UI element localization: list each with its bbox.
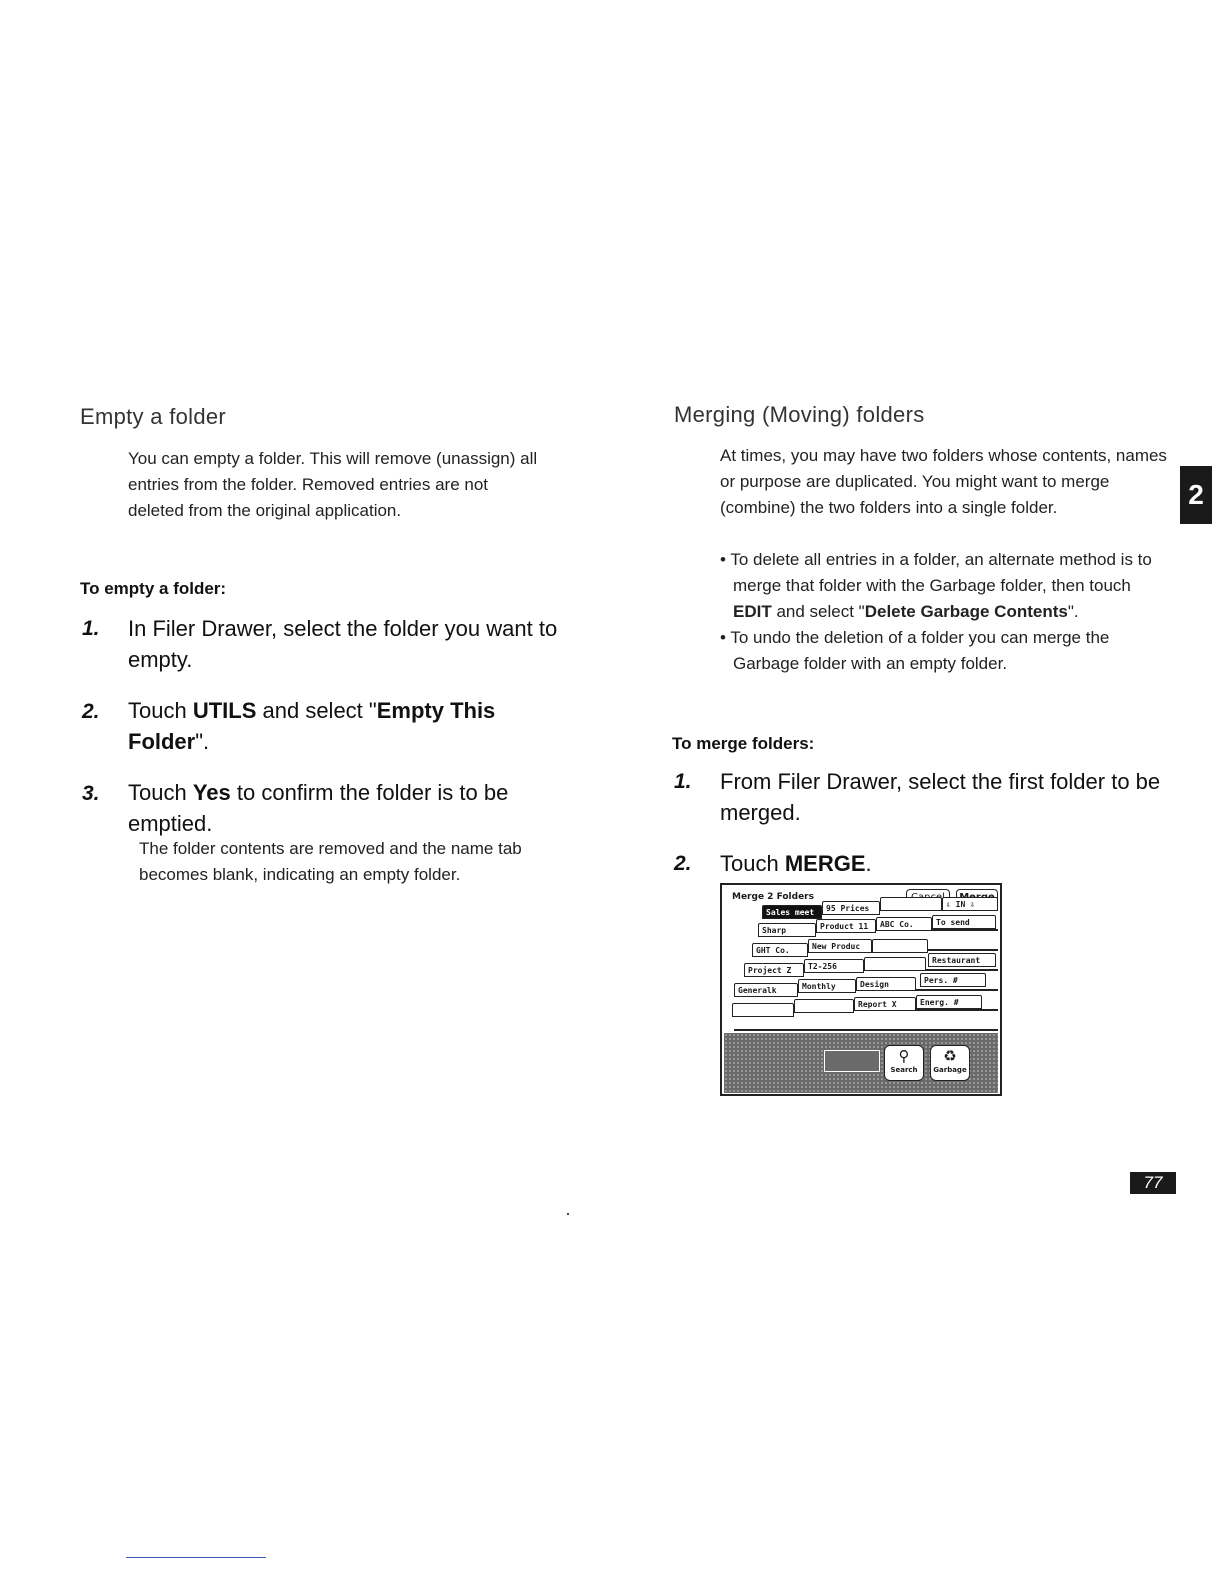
folder-tab[interactable]: 95 Prices — [822, 901, 880, 915]
merge-keyword: MERGE — [784, 851, 866, 876]
folder-tab[interactable]: Monthly — [798, 979, 856, 993]
step-text: Touch Yes to confirm the folder is to be emptied. — [128, 780, 509, 836]
bullet-item: • To undo the deletion of a folder you can merge the Garbage folder with an empty folder. — [720, 628, 1110, 673]
page-number: 77 — [1130, 1172, 1176, 1194]
step-number: 3. — [82, 782, 100, 805]
folder-tab-blank[interactable] — [864, 957, 926, 971]
section-heading-empty-folder: Empty a folder — [80, 404, 227, 429]
folder-name-field[interactable] — [824, 1050, 880, 1072]
search-icon: ⚲ — [898, 1047, 910, 1065]
folder-tab[interactable]: To send — [932, 915, 996, 929]
section-heading-merging-folders: Merging (Moving) folders — [674, 402, 925, 427]
step-number: 2. — [674, 852, 692, 875]
bullet-item: • To delete all entries in a folder, an alternate method is to merge that folder with the Garbage folder, then touch EDIT and select "Delete Garbage Contents". — [720, 550, 1152, 621]
step-number: 1. — [674, 770, 692, 793]
folder-tab[interactable]: Pers. # — [920, 973, 986, 987]
yes-keyword: Yes — [192, 780, 231, 805]
folder-tab[interactable]: T2-256 — [804, 959, 864, 973]
step-number: 1. — [82, 617, 100, 640]
empty-folder-intro: You can empty a folder. This will remove (unassign) all entries from the folder. Removed entries are not deleted from the original application. — [128, 449, 538, 520]
folder-tab[interactable]: Report X — [854, 997, 916, 1011]
folder-tab[interactable]: Product 11 — [816, 919, 876, 933]
folder-tab-blank[interactable] — [794, 999, 854, 1013]
empty-folder-subhead: To empty a folder: — [80, 579, 227, 598]
merging-notes — [720, 547, 1160, 677]
garbage-icon: ♻ — [943, 1047, 957, 1065]
chapter-tab: 2 — [1180, 466, 1212, 524]
merging-intro: At times, you may have two folders whose contents, names or purpose are duplicated. You might want to merge (combine) the two folders into a single folder. — [720, 446, 1167, 517]
screen-title: Merge 2 Folders — [732, 892, 814, 902]
step-text: From Filer Drawer, select the first folder to be merged. — [720, 769, 1161, 825]
folder-tab[interactable]: Restaurant — [928, 953, 996, 967]
folder-tab-blank[interactable] — [872, 939, 928, 953]
utils-keyword: UTILS — [192, 698, 257, 723]
folder-tab[interactable]: Energ. # — [916, 995, 982, 1009]
folder-tab-blank[interactable] — [880, 897, 942, 911]
step-number: 2. — [82, 700, 100, 723]
search-button[interactable]: ⚲ Search — [884, 1045, 924, 1081]
empty-this-folder-keyword: Empty This Folder — [128, 698, 496, 754]
step-note: The folder contents are removed and the name tab becomes blank, indicating an empty folder. — [139, 839, 522, 884]
folder-tab[interactable]: Sharp — [758, 923, 816, 937]
folder-tab[interactable]: Sales meet — [762, 905, 822, 919]
folder-tab-blank[interactable] — [732, 1003, 794, 1017]
folder-tab[interactable]: New Produc — [808, 939, 872, 953]
step-text: Touch UTILS and select "Empty This Folder". — [128, 698, 496, 754]
in-tab[interactable]: ⇩ IN ⇩ — [942, 897, 998, 911]
stray-dot — [567, 1213, 569, 1215]
folder-tab[interactable]: GHT Co. — [752, 943, 808, 957]
step-text: In Filer Drawer, select the folder you want to empty. — [128, 616, 558, 672]
merge-folders-subhead: To merge folders: — [672, 734, 815, 753]
folder-tab[interactable]: Project Z — [744, 963, 804, 977]
merge-folders-screenshot — [720, 883, 1002, 1096]
step-text: Touch MERGE. — [720, 851, 872, 876]
footer-rule — [126, 1557, 266, 1558]
folder-tab[interactable]: ABC Co. — [876, 917, 932, 931]
garbage-button[interactable]: ♻ Garbage — [930, 1045, 970, 1081]
folder-tab[interactable]: Generalk — [734, 983, 798, 997]
folder-tab[interactable]: Design — [856, 977, 916, 991]
